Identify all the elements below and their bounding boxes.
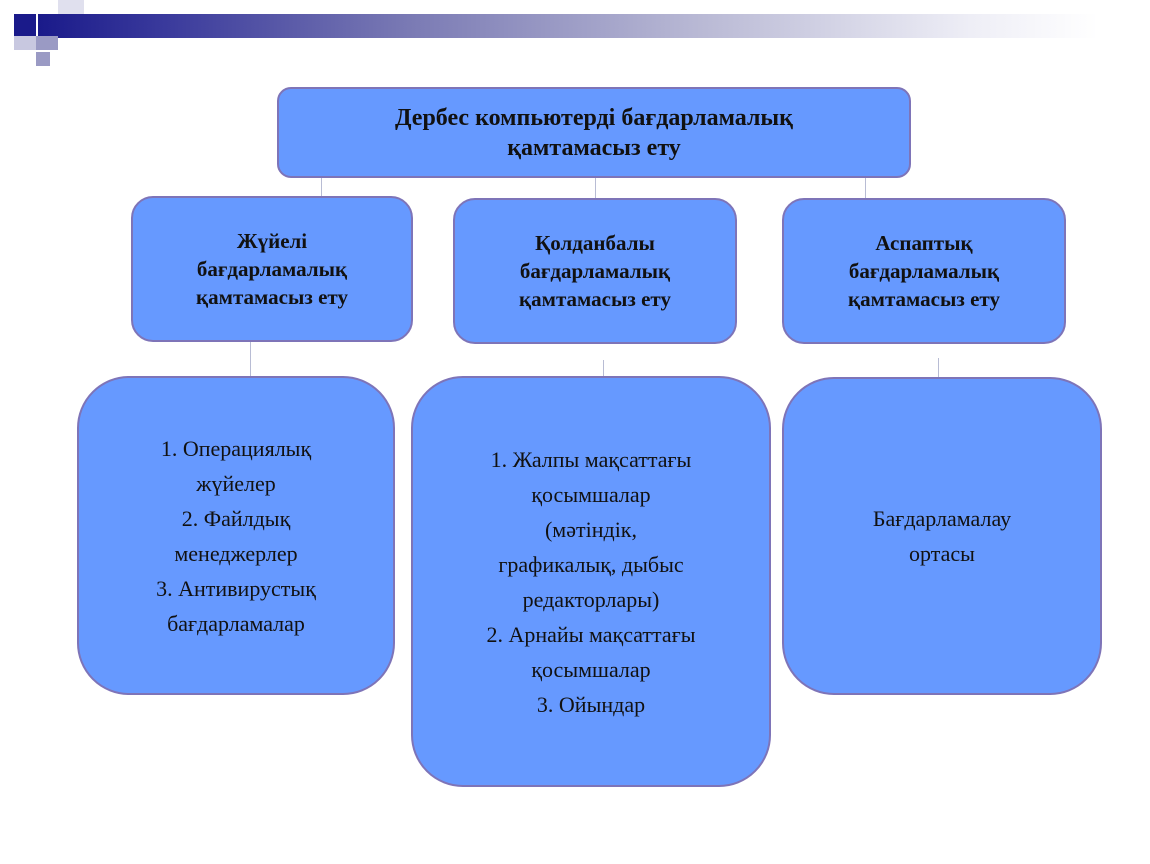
category-node-application: [453, 198, 737, 344]
header-square-decoration: [14, 36, 36, 50]
detail-node-tools: [782, 377, 1102, 695]
detail-list-item: Файлдық менеджерлер: [174, 505, 298, 566]
connector-line: [603, 360, 604, 376]
detail-list: [111, 431, 361, 641]
category-node-label: Қолданбалы бағдарламалық қамтамасыз ету: [519, 231, 671, 311]
connector-line: [865, 178, 866, 198]
detail-list: [441, 442, 741, 722]
detail-node-text: Бағдарламалау ортасы: [872, 506, 1012, 566]
detail-list-item: Антивирустық бағдарламалар: [167, 575, 316, 636]
category-node-system: [131, 196, 413, 342]
detail-node-system: [77, 376, 395, 695]
connector-line: [250, 342, 251, 376]
detail-list-item: Операциялық жүйелер: [182, 435, 312, 496]
root-node: [277, 87, 911, 178]
header-square-decoration: [36, 0, 58, 14]
connector-line: [938, 358, 939, 377]
root-node-label: Дербес компьютерді бағдарламалық қамтамасыз ету: [395, 104, 793, 161]
detail-node-application: [411, 376, 771, 787]
connector-line: [321, 178, 322, 196]
category-node-label: Аспаптық бағдарламалық қамтамасыз ету: [848, 231, 1000, 311]
header-square-decoration: [58, 0, 84, 14]
header-square-decoration: [36, 36, 58, 50]
detail-list-item: Жалпы мақсаттағы қосымшалар (мәтіндік, графикалық, дыбыс редакторлары): [498, 446, 692, 612]
header-square-decoration: [14, 14, 36, 36]
detail-list-item: Арнайы мақсаттағы қосымшалар: [508, 621, 696, 682]
category-node-label: Жүйелі бағдарламалық қамтамасыз ету: [196, 229, 348, 309]
header-square-decoration: [36, 52, 50, 66]
connector-line: [595, 178, 596, 198]
header-gradient-bar: [38, 14, 1098, 38]
category-node-tools: [782, 198, 1066, 344]
detail-list-item: Ойындар: [558, 691, 646, 717]
